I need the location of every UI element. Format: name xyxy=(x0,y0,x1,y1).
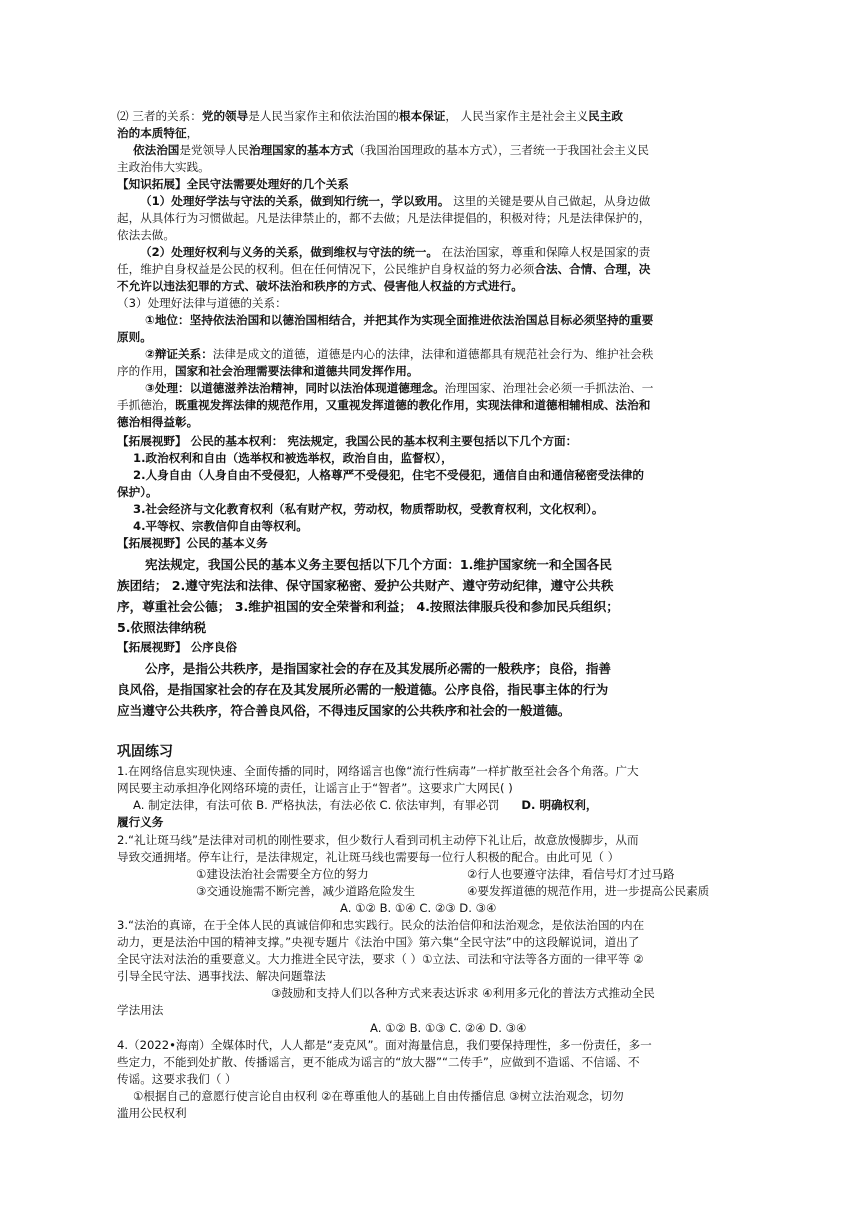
q3-line-1: 3.“法治的真谛，在于全体人民的真诚信仰和忠实践行。民众的法治信仰和法治观念，是依法治国的内在 xyxy=(117,918,645,932)
ext1-p3c-line1: ③处理：以道德滋养法治精神，同时以法治体现道德理念。治理国家、治理社会必须一手抓法治、一 xyxy=(145,381,654,395)
ext1-p3c-line3: 德治相得益彰。 xyxy=(117,415,199,429)
intro-line-1: ⑵ 三者的关系：党的领导是人民当家作主和依法治国的根本保证， 人民当家作主是社会主义民主政 xyxy=(117,109,623,123)
ext1-p1-line1: （1）处理好学法与守法的关系，做到知行统一，学以致用。 这里的关键是要从自己做起，从身边做 xyxy=(140,194,651,208)
ext1-p1-line2: 起，从具体行为习惯做起。凡是法律禁止的，都不去做；凡是法律提倡的，积极对待；凡是法律保护的， xyxy=(117,211,651,225)
rights-item-2-cont: 保护）。 xyxy=(117,485,158,499)
duties-title: 【拓展视野】公民的基本义务 xyxy=(117,536,268,550)
duties-line-4: 5.依照法律纳税 xyxy=(117,620,207,635)
intro-line-2: 治的本质特征， xyxy=(117,126,199,140)
ext1-p3a-line2: 原则。 xyxy=(117,330,152,344)
q1-line-1: 1.在网络信息实现快速、全面传播的同时，网络谣言也像“流行性病毒”一样扩散至社会各个角落。广大 xyxy=(117,764,639,778)
rights-title: 【拓展视野】 公民的基本权利： 宪法规定，我国公民的基本权利主要包括以下几个方面： xyxy=(117,434,578,448)
ext1-p1-line3: 依法去做。 xyxy=(117,228,175,242)
q2-line-1: 2.“礼让斑马线”是法律对司机的刚性要求，但少数行人看到司机主动停下礼让后，故意放慢脚步，从而 xyxy=(117,833,639,847)
duties-line-1: 宪法规定，我国公民的基本义务主要包括以下几个方面：1.维护国家统一和全国各民 xyxy=(145,557,612,572)
q1-options-cont: 履行义务 xyxy=(117,815,164,829)
ext1-p3b-line1: ②辩证关系：法律是成文的道德，道德是内心的法律，法律和道德都具有规范社会行为、维护社会秩 xyxy=(145,347,654,361)
q4-options-cont: 滥用公民权利 xyxy=(117,1106,187,1120)
ext1-p2-line3: 不允许以违法犯罪的方式、破坏法治和秩序的方式、侵害他人权益的方式进行。 xyxy=(117,279,523,293)
q3-line-2: 动力，更是法治中国的精神支撑。”央视专题片《法治中国》第六集“全民守法”中的这段解说词，道出了 xyxy=(117,935,640,949)
customs-line-3: 应当遵守公共秩序，符合善良风俗，不得违反国家的公共秩序和社会的一般道德。 xyxy=(117,703,571,718)
ext1-p3c-line2: 手抓德治，既重视发挥法律的规范作用，又重视发挥道德的教化作用，实现法律和道德相辅相成、法治和 xyxy=(117,398,651,412)
q2-line-2: 导致交通拥堵。停车让行，是法律规定，礼让斑马线也需要每一位行人积极的配合。由此可见（ ） xyxy=(117,850,620,864)
intro-line-4: 主政治伟大实践。 xyxy=(117,160,210,174)
ext1-p2-line1: （2）处理好权利与义务的关系，做到维权与守法的统一。 在法治国家，尊重和保障人权是国家的责 xyxy=(140,245,651,259)
q2-option-4: ④要发挥道德的规范作用，进一步提高公民素质 xyxy=(467,884,710,898)
knowledge-extension-title: 【知识拓展】全民守法需要处理好的几个关系 xyxy=(117,177,349,191)
rights-item-1: 1.政治权利和自由（选举权和被选举权，政治自由，监督权）， xyxy=(133,451,453,465)
ext1-p3-heading: （3）处理好法律与道德的关系： xyxy=(117,296,287,310)
duties-line-3: 序，尊重社会公德； 3.维护祖国的安全荣誉和利益； 4.按照法律服兵役和参加民兵组织； xyxy=(117,599,619,614)
q4-options: ①根据自己的意愿行使言论自由权利 ②在尊重他人的基础上自由传播信息 ③树立法治观念，切勿 xyxy=(133,1089,624,1103)
q2-option-1: ①建设法治社会需要全方位的努力 xyxy=(196,867,369,881)
q3-line-4: 引导全民守法、遇事找法、解决问题靠法 xyxy=(117,969,326,983)
q4-line-1: 4.（2022•海南）全媒体时代，人人都是“麦克风”。面对海量信息，我们要保持理性，多一份责任，多一 xyxy=(117,1038,652,1052)
q2-option-3: ③交通设施需不断完善，减少道路危险发生 xyxy=(196,884,416,898)
q2-choices: A. ①② B. ①④ C. ②③ D. ③④ xyxy=(340,901,497,915)
rights-item-2: 2.人身自由（人身自由不受侵犯，人格尊严不受侵犯，住宅不受侵犯，通信自由和通信秘密受法律的 xyxy=(133,468,645,482)
q4-line-3: 传谣。这要求我们（ ） xyxy=(117,1072,237,1086)
q2-option-2: ②行人也要遵守法律，看信号灯才过马路 xyxy=(467,867,675,881)
rights-item-3: 3.社会经济与文化教育权利（私有财产权，劳动权，物质帮助权，受教育权利，文化权利）。 xyxy=(133,502,604,516)
customs-line-1: 公序，是指公共秩序，是指国家社会的存在及其发展所必需的一般秩序；良俗，指善 xyxy=(145,661,611,676)
q3-line-6: 学法用法 xyxy=(117,1003,164,1017)
q4-line-2: 些定力，不能到处扩散、传播谣言，更不能成为谣言的“放大器”“二传手”，应做到不造谣、不信谣、不 xyxy=(117,1055,640,1069)
q3-choices: A. ①② B. ①③ C. ②④ D. ③④ xyxy=(370,1021,527,1035)
intro-line-3: 依法治国是党领导人民治理国家的基本方式（我国治国理政的基本方式），三者统一于我国社会主义民 xyxy=(133,143,649,157)
duties-line-2: 族团结； 2.遵守宪法和法律、保守国家秘密、爱护公共财产、遵守劳动纪律，遵守公共秩 xyxy=(117,578,614,593)
q3-line-5: ③鼓励和支持人们以各种方式来表达诉求 ④利用多元化的普法方式推动全民 xyxy=(271,986,655,1000)
q1-options: A. 制定法律，有法可依 B. 严格执法，有法必依 C. 依法审判，有罪必罚 D. 明确权利， xyxy=(133,798,598,812)
q1-line-2: 网民要主动承担净化网络环境的责任，让谣言止于“智者”。这要求广大网民( ) xyxy=(117,781,513,795)
practice-heading: 巩固练习 xyxy=(117,744,173,760)
customs-line-2: 良风俗，是指国家社会的存在及其发展所必需的一般道德。公序良俗，指民事主体的行为 xyxy=(117,682,609,697)
q3-line-3: 全民守法对法治的重要意义。大力推进全民守法，要求（ ）①立法、司法和守法等各方面的一律平等 ② xyxy=(117,952,644,966)
ext1-p3a-line1: ①地位：坚持依法治国和以德治国相结合，并把其作为实现全面推进依法治国总目标必须坚持的重要 xyxy=(145,313,654,327)
ext1-p3b-line2: 序的作用，国家和社会治理需要法律和道德共同发挥作用。 xyxy=(117,364,419,378)
rights-item-4: 4.平等权、宗教信仰自由等权利。 xyxy=(133,519,308,533)
customs-title: 【拓展视野】 公序良俗 xyxy=(117,640,237,654)
ext1-p2-line2: 任，维护自身权益是公民的权利。但在任何情况下，公民维护自身权益的努力必须合法、合情、合理，决 xyxy=(117,262,651,276)
